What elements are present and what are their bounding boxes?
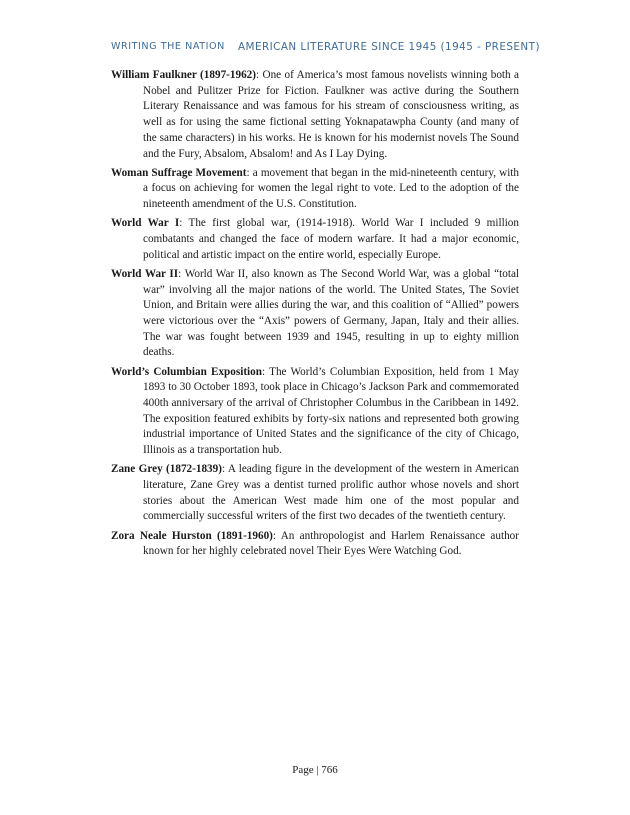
glossary-definition: A leading figure in the development of the western in American literature, Zane Grey was a dentist turned prolific author whose novels and short stories about the American West made him one of the most popular and commercially successful writers of the first two decades of the twentieth century. <box>143 463 519 523</box>
page-number: Page | 766 <box>292 764 338 776</box>
glossary-definition: The first global war, (1914-1918). World War I included 9 million combatants and changed the face of modern warfare. It had a major economic, political and artistic impact on the entire world, especially Europe. <box>143 217 519 261</box>
term-separator: : <box>272 529 281 542</box>
term-separator: : <box>262 365 270 378</box>
term-separator: : <box>255 69 263 81</box>
glossary-entries <box>111 68 519 564</box>
term-separator: : <box>178 267 185 280</box>
glossary-entry <box>111 529 519 560</box>
glossary-definition: a movement that began in the mid-nineteenth century, with a focus on achieving for women the legal right to vote. Led to the adoption of the nineteenth amendment of the U.S. Constitution. <box>143 166 520 211</box>
glossary-definition: An anthropologist and Harlem Renaissance author known for her highly celebrated novel Their Eyes Were Watching God. <box>143 529 519 558</box>
glossary-entry <box>111 216 519 263</box>
glossary-term: World War I <box>111 217 180 230</box>
term-separator: : <box>179 217 189 230</box>
header-section-title: WRITING THE NATION <box>111 41 225 52</box>
term-separator: : <box>246 166 253 179</box>
glossary-term: Woman Suffrage Movement <box>111 166 247 179</box>
glossary-definition: One of America’s most famous novelists winning both a Nobel and Pulitzer Prize for Fiction. Faulkner was active during the Southern Literary Renaissance and was famous for his stream of consciousness writing, as well as for using the same fictional setting Yoknapatawpha County (and many of the same characters) in his works. He is known for his modernist novels The Sound and the Fury, Absalom, Absalom! and As I Lay Dying. <box>143 69 519 160</box>
glossary-term: World War II <box>111 267 179 280</box>
glossary-definition: World War II, also known as The Second World War, was a global “total war” involving all the major nations of the world. The United States, The Soviet Union, and Britain were allies during the war, and this coalition of “Allied” powers were victorious over the “Axis” powers of Germany, Japan, Italy and their allies. The war was fought between 1939 and 1945, resulting in up to eighty million deaths. <box>143 267 520 359</box>
glossary-entry <box>111 462 519 525</box>
term-separator: : <box>221 463 228 476</box>
glossary-entry <box>111 68 519 162</box>
glossary-entry <box>111 166 519 213</box>
glossary-term: William Faulkner (1897-1962) <box>111 69 256 81</box>
glossary-term: World’s Columbian Exposition <box>111 365 262 378</box>
glossary-entry <box>111 365 519 459</box>
glossary-entry <box>111 267 519 361</box>
header-chapter-title: AMERICAN LITERATURE SINCE 1945 (1945 - PRESENT) <box>238 41 540 53</box>
running-header <box>111 41 540 53</box>
glossary-term: Zane Grey (1872-1839) <box>111 463 222 476</box>
glossary-definition: The World’s Columbian Exposition, held from 1 May 1893 to 30 October 1893, took place in Chicago’s Jackson Park and commemorated 400th anniversary of the arrival of Christopher Columbus in the Caribbean in 1492. The exposition featured exhibits by forty-six nations and represented both growing industrial importance of United States and the significance of the city of Chicago, Illinois as a transportation hub. <box>143 365 520 457</box>
glossary-term: Zora Neale Hurston (1891-1960) <box>111 529 273 542</box>
